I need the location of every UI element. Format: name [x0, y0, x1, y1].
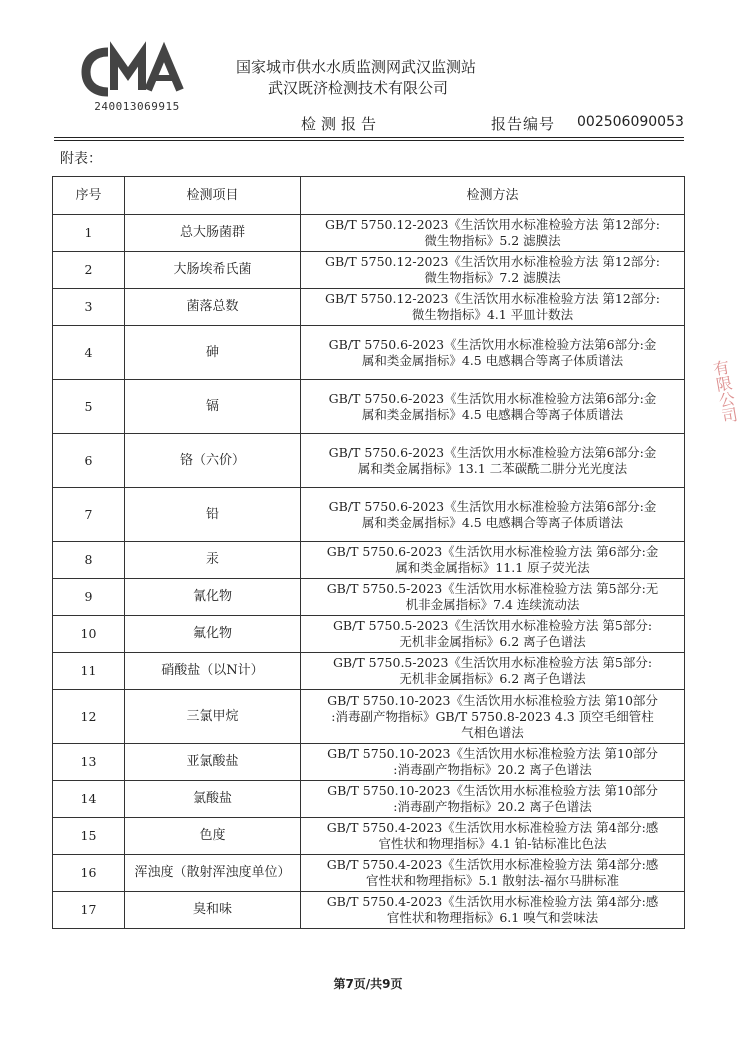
method-line: GB/T 5750.12-2023《生活饮用水标准检验方法 第12部分: [324, 291, 660, 306]
method-line: GB/T 5750.4-2023《生活饮用水标准检验方法 第4部分:感 [326, 820, 659, 835]
methods-table [52, 176, 685, 929]
method-line: GB/T 5750.5-2023《生活饮用水标准检验方法 第5部分: [332, 655, 653, 670]
table-row [53, 434, 685, 488]
method-line: GB/T 5750.6-2023《生活饮用水标准检验方法第6部分:金 [328, 336, 657, 352]
organization-name-secondary: 武汉既济检测技术有限公司 [268, 79, 449, 97]
row-test-method [301, 781, 685, 818]
row-test-method [301, 326, 685, 380]
header-test-item: 检测项目 [125, 177, 301, 215]
table-row [53, 892, 685, 929]
method-line: GB/T 5750.6-2023《生活饮用水标准检验方法 第6部分:金 [326, 544, 659, 559]
method-line: :消毒副产物指标》GB/T 5750.8-2023 4.3 顶空毛细管柱 [331, 708, 654, 724]
method-line: GB/T 5750.12-2023《生活饮用水标准检验方法 第12部分: [324, 217, 660, 232]
page-number: 第7页/共9页 [333, 977, 403, 991]
report-number: 002506090053 [577, 114, 684, 130]
row-test-method [301, 690, 685, 744]
row-sequence: 14 [53, 781, 125, 818]
row-sequence: 16 [53, 855, 125, 892]
company-seal [702, 350, 742, 480]
row-sequence: 4 [53, 326, 125, 380]
row-test-item: 氟化物 [125, 616, 301, 653]
method-line: 属和类金属指标》4.5 电感耦合等离子体质谱法 [361, 352, 624, 368]
table-row [53, 653, 685, 690]
method-line: 气相色谱法 [461, 724, 524, 740]
row-test-item: 氯酸盐 [125, 781, 301, 818]
header-test-method: 检测方法 [301, 177, 685, 215]
row-sequence: 10 [53, 616, 125, 653]
row-test-method [301, 579, 685, 616]
header-divider-secondary [54, 140, 684, 141]
table-row [53, 488, 685, 542]
table-row [53, 380, 685, 434]
row-sequence: 6 [53, 434, 125, 488]
method-line: 微生物指标》5.2 滤膜法 [424, 233, 561, 248]
table-header-row [53, 177, 685, 215]
row-test-item: 浑浊度（散射浑浊度单位） [125, 855, 301, 892]
method-line: GB/T 5750.5-2023《生活饮用水标准检验方法 第5部分: [332, 618, 653, 633]
method-line: 无机非金属指标》6.2 离子色谱法 [399, 671, 586, 686]
table-row [53, 289, 685, 326]
row-test-method [301, 616, 685, 653]
row-test-method [301, 252, 685, 289]
method-line: GB/T 5750.10-2023《生活饮用水标准检验方法 第10部分 [327, 692, 658, 708]
method-line: GB/T 5750.6-2023《生活饮用水标准检验方法第6部分:金 [328, 390, 657, 406]
method-line: GB/T 5750.4-2023《生活饮用水标准检验方法 第4部分:感 [326, 857, 659, 872]
method-line: 属和类金属指标》4.5 电感耦合等离子体质谱法 [361, 406, 624, 422]
row-test-item: 大肠埃希氏菌 [125, 252, 301, 289]
report-number-label: 报告编号 [491, 115, 556, 133]
method-line: 机非金属指标》7.4 连续流动法 [405, 597, 580, 612]
row-sequence: 9 [53, 579, 125, 616]
method-line: :消毒副产物指标》20.2 离子色谱法 [393, 762, 592, 777]
row-test-item: 三氯甲烷 [125, 690, 301, 744]
method-line: 官性状和物理指标》5.1 散射法-福尔马肼标准 [365, 873, 620, 888]
row-test-item: 氰化物 [125, 579, 301, 616]
row-test-item: 硝酸盐（以N计） [125, 653, 301, 690]
method-line: 无机非金属指标》6.2 离子色谱法 [399, 634, 586, 649]
row-sequence: 13 [53, 744, 125, 781]
document-title: 检测报告 [301, 115, 382, 133]
method-line: 微生物指标》7.2 滤膜法 [424, 270, 561, 285]
row-sequence: 11 [53, 653, 125, 690]
method-line: GB/T 5750.10-2023《生活饮用水标准检验方法 第10部分 [327, 783, 658, 798]
row-test-method [301, 289, 685, 326]
row-test-method [301, 215, 685, 252]
table-row [53, 818, 685, 855]
method-line: 属和类金属指标》13.1 二苯碳酰二肼分光光度法 [357, 460, 628, 476]
cma-logo-mark [82, 44, 192, 100]
row-test-item: 镉 [125, 380, 301, 434]
attachment-label: 附表： [60, 151, 102, 167]
row-test-item: 汞 [125, 542, 301, 579]
method-line: 属和类金属指标》11.1 原子荧光法 [395, 560, 590, 575]
row-test-method [301, 653, 685, 690]
table-row [53, 542, 685, 579]
row-test-method [301, 380, 685, 434]
table-row [53, 326, 685, 380]
method-line: GB/T 5750.5-2023《生活饮用水标准检验方法 第5部分:无 [326, 581, 659, 596]
row-test-item: 菌落总数 [125, 289, 301, 326]
table-row [53, 744, 685, 781]
method-line: GB/T 5750.6-2023《生活饮用水标准检验方法第6部分:金 [328, 444, 657, 460]
method-line: 属和类金属指标》4.5 电感耦合等离子体质谱法 [361, 514, 624, 530]
method-line: GB/T 5750.10-2023《生活饮用水标准检验方法 第10部分 [327, 746, 658, 761]
row-test-method [301, 855, 685, 892]
row-test-method [301, 434, 685, 488]
row-test-item: 色度 [125, 818, 301, 855]
method-line: GB/T 5750.12-2023《生活饮用水标准检验方法 第12部分: [324, 254, 660, 269]
row-sequence: 3 [53, 289, 125, 326]
table-row [53, 252, 685, 289]
row-test-method [301, 744, 685, 781]
row-sequence: 1 [53, 215, 125, 252]
row-test-item: 总大肠菌群 [125, 215, 301, 252]
row-sequence: 8 [53, 542, 125, 579]
row-test-method [301, 892, 685, 929]
method-line: GB/T 5750.6-2023《生活饮用水标准检验方法第6部分:金 [328, 498, 657, 514]
method-line: 官性状和物理指标》4.1 铂-钴标准比色法 [378, 836, 607, 851]
header-sequence: 序号 [53, 177, 125, 215]
row-test-method [301, 542, 685, 579]
cma-certificate-number: 240013069915 [94, 100, 180, 113]
row-sequence: 5 [53, 380, 125, 434]
row-sequence: 7 [53, 488, 125, 542]
header-divider [54, 137, 684, 138]
row-test-item: 铬（六价） [125, 434, 301, 488]
row-test-item: 臭和味 [125, 892, 301, 929]
row-test-item: 铅 [125, 488, 301, 542]
table-row [53, 690, 685, 744]
method-line: GB/T 5750.4-2023《生活饮用水标准检验方法 第4部分:感 [326, 894, 659, 909]
row-sequence: 15 [53, 818, 125, 855]
method-line: 官性状和物理指标》6.1 嗅气和尝味法 [386, 910, 599, 925]
row-test-method [301, 818, 685, 855]
row-sequence: 12 [53, 690, 125, 744]
method-line: :消毒副产物指标》20.2 离子色谱法 [393, 799, 592, 814]
row-test-item: 亚氯酸盐 [125, 744, 301, 781]
organization-name-primary: 国家城市供水水质监测网武汉监测站 [236, 58, 477, 76]
table-row [53, 215, 685, 252]
company-seal-text: 有限公司 [709, 358, 740, 425]
table-row [53, 855, 685, 892]
table-row [53, 781, 685, 818]
cma-logo [82, 44, 192, 116]
row-sequence: 2 [53, 252, 125, 289]
row-test-item: 砷 [125, 326, 301, 380]
method-line: 微生物指标》4.1 平皿计数法 [411, 307, 574, 322]
table-row [53, 579, 685, 616]
row-test-method [301, 488, 685, 542]
row-sequence: 17 [53, 892, 125, 929]
table-row [53, 616, 685, 653]
